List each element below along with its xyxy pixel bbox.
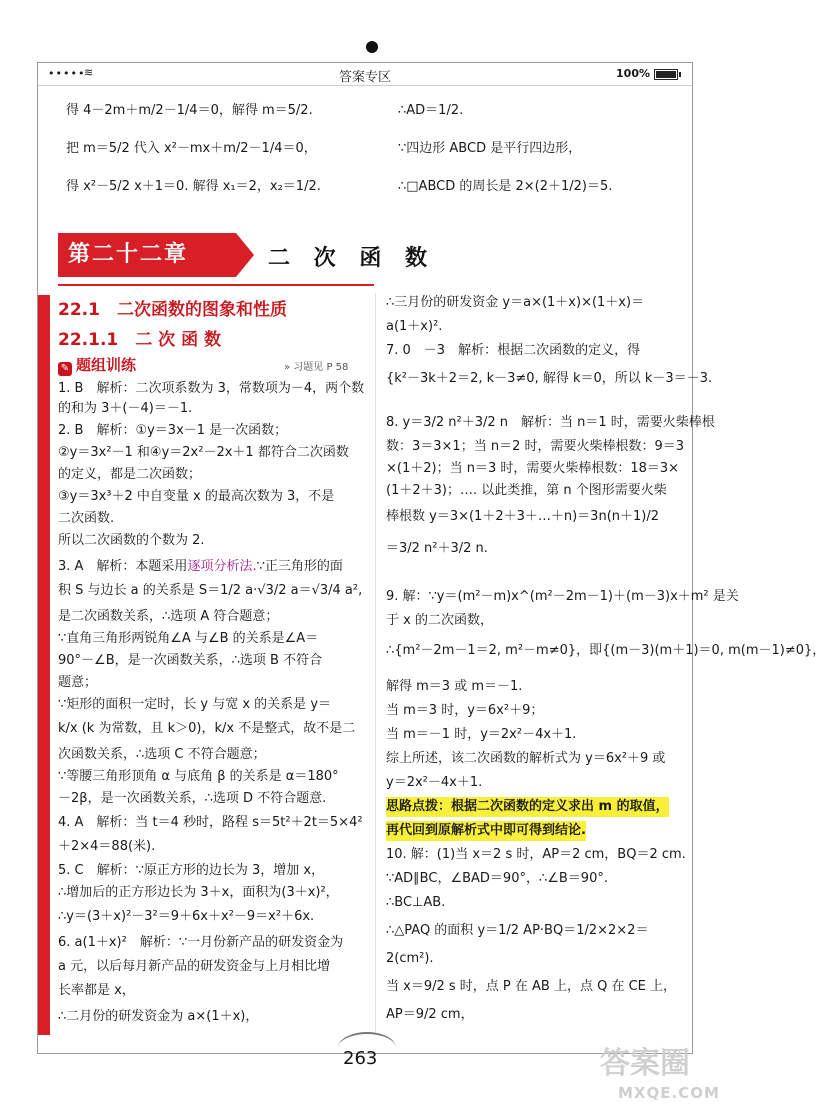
answer-line: {k²－3k＋2＝2, k－3≠0, 解得 k＝0，所以 k－3＝－3. — [386, 371, 713, 386]
answer-line: ∴增加后的正方形边长为 3＋x，面积为(3＋x)²， — [58, 885, 339, 900]
answer-line: 综上所述，该二次函数的解析式为 y＝6x²＋9 或 — [386, 751, 666, 766]
top-right-line: ∴□ABCD 的周长是 2×(2＋1/2)＝5. — [398, 179, 613, 194]
answer-line: ∵直角三角形两锐角∠A 与∠B 的关系是∠A＝ — [58, 631, 319, 646]
answer-line: y＝2x²－4x＋1. — [386, 775, 483, 790]
answer-line: 数：3＝3×1；当 n＝2 时，需要火柴棒根数：9＝3 — [386, 439, 685, 454]
wifi-icon: ≋ — [84, 66, 94, 79]
answer-line: 解得 m＝3 或 m＝－1. — [386, 679, 523, 694]
exercise-tag-label: 题组训练 — [76, 356, 137, 374]
method-highlight: 逐项分析法. — [187, 559, 257, 574]
answer-line: 2(cm²). — [386, 951, 434, 966]
exercise-tag — [58, 354, 136, 376]
answer-line — [58, 557, 343, 577]
answer-line: 所以二次函数的个数为 2. — [58, 533, 205, 548]
answer-line: 2. B 解析：①y＝3x－1 是一次函数； — [58, 423, 288, 438]
answer-line: 的定义，都是二次函数； — [58, 467, 202, 482]
answer-line: ＋2×4＝88(米). — [58, 839, 156, 854]
answer-line: 8. y＝3/2 n²＋3/2 n 解析：当 n＝1 时，需要火柴棒根 — [386, 415, 715, 430]
answer-line: 当 m＝－1 时，y＝2x²－4x＋1. — [386, 727, 577, 742]
answer-text: ∵正三角形的面 — [256, 559, 343, 574]
answer-line: ∴BC⊥AB. — [386, 895, 446, 910]
answer-line: ∵等腰三角形顶角 α 与底角 β 的关系是 α＝180° — [58, 769, 339, 784]
camera-dot — [366, 41, 378, 53]
answer-line: 6. a(1＋x)² 解析：∵一月份新产品的研发资金为 — [58, 935, 344, 950]
answer-line: ∴y＝(3＋x)²－3²＝9＋6x＋x²－9＝x²＋6x. — [58, 909, 315, 924]
subsection-heading: 22.1.1 二 次 函 数 — [58, 330, 221, 350]
battery-percent: 100% — [616, 67, 650, 80]
answer-text: 3. A 解析：本题采用 — [58, 559, 188, 574]
top-right-line: ∵四边形 ABCD 是平行四边形， — [398, 141, 582, 156]
answer-line: 于 x 的二次函数， — [386, 613, 493, 628]
watermark-logo: 答案圈 — [600, 1046, 690, 1081]
chapter-title: 二 次 函 数 — [268, 246, 435, 271]
chapter-underline — [58, 284, 374, 286]
answer-line: 1. B 解析：二次项系数为 3，常数项为－4，两个数 — [58, 381, 365, 396]
column-divider — [375, 293, 376, 1033]
answer-line: ＝3/2 n²＋3/2 n. — [386, 541, 488, 556]
answer-line: 积 S 与边长 a 的关系是 S＝1/2 a·√3/2 a＝√3/4 a², — [58, 583, 363, 598]
answer-line: 9. 解：∵y＝(m²－m)x^(m²－2m－1)＋(m－3)x＋m² 是关 — [386, 589, 739, 604]
top-left-line: 得 4－2m＋m/2－1/4＝0，解得 m＝5/2. — [66, 103, 313, 118]
answer-line: 二次函数. — [58, 511, 115, 526]
answer-line: ∵AD∥BC，∠BAD＝90°，∴∠B＝90°. — [386, 871, 608, 886]
answer-line: 棒根数 y＝3×(1＋2＋3＋…＋n)＝3n(n＋1)/2 — [386, 509, 660, 524]
answer-line: 10. 解：(1)当 x＝2 s 时，AP＝2 cm，BQ＝2 cm. — [386, 847, 686, 862]
answer-line: a(1＋x)². — [386, 319, 443, 334]
tip-line: 思路点拨：根据二次函数的定义求出 m 的取值， — [386, 797, 669, 817]
answer-line: 当 m＝3 时，y＝6x²＋9； — [386, 703, 544, 718]
answer-line: ∴二月份的研发资金为 a×(1＋x)， — [58, 1009, 259, 1024]
top-left-line: 把 m＝5/2 代入 x²－mx＋m/2－1/4＝0， — [66, 141, 317, 156]
battery-icon — [654, 69, 678, 80]
answer-line: 5. C 解析：∵原正方形的边长为 3，增加 x， — [58, 863, 325, 878]
top-right-line: ∴AD＝1/2. — [398, 103, 464, 118]
answer-line: －2β，是一次函数关系，∴选项 D 不符合题意. — [58, 791, 327, 806]
answer-line: ∴三月份的研发资金 y＝a×(1＋x)×(1＋x)＝ — [386, 295, 645, 310]
answer-line: ×(1＋2)；当 n＝3 时，需要火柴棒根数：18＝3× — [386, 461, 680, 476]
status-bar — [38, 63, 692, 86]
answer-line: k/x (k 为常数，且 k＞0)，k/x 不是整式，故不是二 — [58, 721, 356, 736]
answer-line: 长率都是 x， — [58, 983, 135, 998]
device-screen — [37, 62, 825, 1054]
answer-line: (1＋2＋3)；…. 以此类推，第 n 个图形需要火柴 — [386, 483, 667, 498]
pencil-icon: ✎ — [58, 362, 72, 376]
top-left-line: 得 x²－5/2 x＋1＝0. 解得 x₁＝2，x₂＝1/2. — [66, 179, 321, 194]
section-heading: 22.1 二次函数的图象和性质 — [58, 300, 287, 320]
answer-line: AP＝9/2 cm， — [386, 1007, 474, 1022]
answer-line: ②y＝3x²－1 和④y＝2x²－2x＋1 都符合二次函数 — [58, 445, 349, 460]
exercise-reference: » 习题见 P 58 — [284, 362, 349, 373]
answer-line: 的和为 3＋(－4)＝－1. — [58, 401, 193, 416]
page-number: 263 — [343, 1048, 378, 1069]
answer-line: a 元，以后每月新产品的研发资金与上月相比增 — [58, 959, 331, 974]
answer-line: ∴△PAQ 的面积 y＝1/2 AP·BQ＝1/2×2×2＝ — [386, 923, 649, 938]
answer-line: ∴{m²－2m－1＝2, m²－m≠0}，即{(m－3)(m＋1)＝0, m(m－1)≠0}， — [386, 643, 825, 658]
answer-line: 次函数关系，∴选项 C 不符合题意； — [58, 747, 266, 762]
status-title: 答案专区 — [338, 70, 391, 85]
watermark-url: MXQE.COM — [618, 1084, 720, 1102]
answer-line: ∵矩形的面积一定时，长 y 与宽 x 的关系是 y＝ — [58, 697, 332, 712]
answer-line: 90°－∠B，是一次函数关系，∴选项 B 不符合 — [58, 653, 323, 668]
left-margin-bar — [38, 295, 50, 1035]
tip-line: 再代回到原解析式中即可得到结论. — [386, 821, 586, 841]
signal-icon: ••••• — [48, 67, 86, 80]
answer-line: 4. A 解析：当 t＝4 秒时，路程 s＝5t²＋2t＝5×4² — [58, 815, 363, 830]
chapter-banner: 第二十二章 — [58, 233, 236, 277]
answer-line: 当 x＝9/2 s 时，点 P 在 AB 上，点 Q 在 CE 上， — [386, 979, 677, 994]
answer-line: ③y＝3x³＋2 中自变量 x 的最高次数为 3，不是 — [58, 489, 335, 504]
answer-line: 是二次函数关系，∴选项 A 符合题意； — [58, 609, 279, 624]
answer-line: 7. 0 －3 解析：根据二次函数的定义，得 — [386, 343, 641, 358]
answer-line: 题意； — [58, 675, 98, 690]
